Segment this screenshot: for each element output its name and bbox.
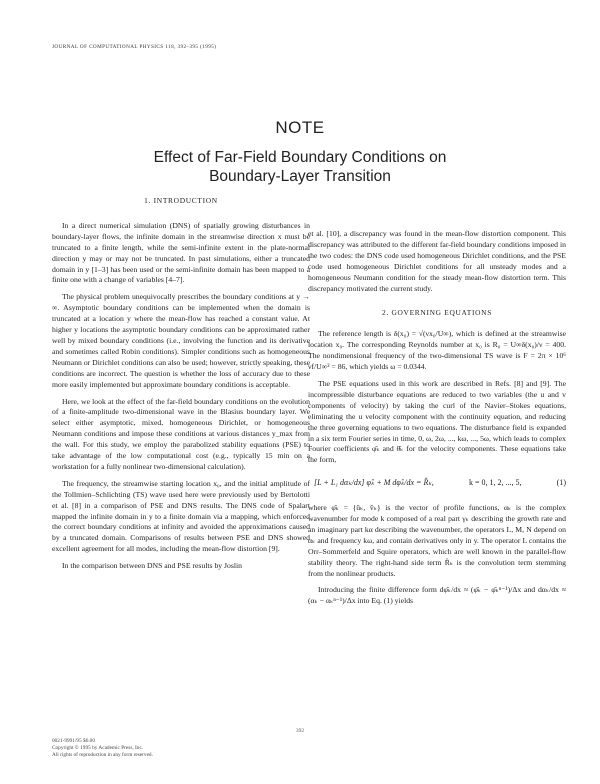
paragraph: where φ̂ₖ = {ûₖ, v̂ₖ} is the vector of profile functions, αₖ is the complex wavenumber for mode k composed of a real part γₖ describing the growth rate and an imaginary part kα describing the wavenumber, the operators L, M, N depend on αₖ and frequency kω, and contain derivatives only in y. The operator L contains the Orr–Sommerfeld and Squire operators, which are well known in the parallel-flow stability theory. The right-hand side term R̂ₖ is the convolution term stemming from the nonlinear products. [308, 503, 566, 578]
equation-number: (1) [556, 478, 566, 488]
paragraph: In a direct numerical simulation (DNS) of spatially growing disturbances in boundary-layer flows, the infinite domain in the streamwise direction x must be truncated to a finite length, while the semi-infinite extent in the plate-normal direction y may or may not be truncated. In past simulations, either a truncated domain in y [1–3] has been used or the semi-infinite domain has been mapped to a finite one with a change of variables [4–7]. [52, 220, 310, 285]
copyright-footer [52, 738, 153, 760]
footer-line: 0021-9991/95 $6.00 [52, 738, 95, 744]
paragraph: The reference length is δ(x₀) = √(νx₀/U∞), which is defined at the streamwise location x₀. The corresponding Reynolds number at x₀ is R₀ = U∞δ(x₀)/ν = 400. The nondimensional frequency of the two-dimensional TS wave is F = 2π × 10⁶ νf/U∞² = 86, which yields ω = 0.0344. [308, 329, 566, 372]
paragraph: The PSE equations used in this work are described in Refs. [8] and [9]. The incompressible disturbance equations are reduced to two variables (the u and v components of velocity) by taking the curl of the Navier–Stokes equations, eliminating the u velocity component with the continuity equation, and reducing the three governing equations to two equations. The disturbance field is expanded in a six term Fourier series in time, 0, ω, 2ω, ..., kω, ..., 5ω, which leads to complex Fourier coefficients φ̂ₖ and θ̂ₖ for the velocity components. These equations take the form, [308, 378, 566, 465]
paragraph: In the comparison between DNS and PSE results by Joslin [62, 561, 242, 571]
title-line-1: Effect of Far-Field Boundary Conditions on [153, 149, 447, 166]
section-heading-governing-equations: 2. GOVERNING EQUATIONS [381, 308, 493, 318]
equation-1 [308, 478, 566, 489]
journal-header: JOURNAL OF COMPUTATIONAL PHYSICS 118, 392–395 (1995) [52, 44, 217, 50]
paragraph: The frequency, the streamwise starting location x₀, and the initial amplitude of the Tollmien–Schlichting (TS) wave used here were previously used by Bertolotti et al. [8] in a comparison of PSE and DNS results. The DNS code of Spalart mapped the infinite domain in y to a finite domain via a mapping, which enforced the correct boundary conditions at infinity and avoided the approximations caused by a truncated domain. Comparisons of results between PSE and DNS showed excellent agreement for all modes, including the mean-flow distortion [9]. [52, 478, 310, 554]
right-column [308, 229, 566, 613]
left-column [52, 196, 310, 578]
paragraph-continuation: et al. [10], a discrepancy was found in the mean-flow distortion component. This discrepancy was attributed to the different far-field boundary conditions imposed in the two codes: the DNS code used homogeneous Dirichlet conditions, and the PSE code used homogeneous Dirichlet conditions for all unsteady modes and a homogeneous Neumann condition for the steady mean-flow distortion term. This discrepancy motivated the current study. [308, 229, 566, 293]
page-number: 392 [295, 728, 305, 734]
section-heading-introduction: 1. INTRODUCTION [144, 196, 218, 205]
paper-title [60, 148, 540, 186]
equation-expression: [L + L₁ dαₖ/dx] φ̂ₖ + M dφ̂ₖ/dx = R̂ₖ, [314, 478, 434, 488]
paragraph: Introducing the finite difference form dφ̂ₖ/dx ≈ (φ̂ₖ − φ̂ₖⁿ⁻¹)/Δx and dαₖ/dx ≈ (αₖ − αₖⁿ⁻¹)/Δx into Eq. (1) yields [308, 585, 566, 606]
note-label: NOTE [275, 118, 325, 137]
title-line-2: Boundary-Layer Transition [209, 168, 391, 185]
paragraph: Here, we look at the effect of the far-field boundary conditions on the evolution of a finite-amplitude two-dimensional wave in the Blasius boundary layer. We select either asymptotic, mixed, homogeneous Dirichlet, or homogeneous Neumann conditions and impose these conditions at various distances y_max from the wall. For this study, we employ the parabolized stability equations (PSE) to take advantage of the low computational cost (e.g., typically 15 min on a workstation for a fully nonlinear two-dimensional calculation). [52, 396, 310, 471]
footer-line: Copyright © 1995 by Academic Press, Inc. [52, 745, 144, 752]
paragraph: The physical problem unequivocally prescribes the boundary conditions at y → ∞. Asymptotic boundary conditions can be implemented when the domain is truncated at a location y where the mean-flow has reached a constant value. At higher y locations the asymptotic boundary conditions can be approximated rather well by mixed boundary conditions (i.e., involving the function and its derivative and sometimes called Robin conditions). Simpler conditions such as homogeneous Neumann or Dirichlet conditions can also be used; however, strictly speaking, these conditions are incorrect. The question is whether the loss of accuracy due to these more easily implemented but approximate boundary conditions is acceptable. [52, 292, 310, 389]
equation-range: k = 0, 1, 2, ..., 5, [468, 478, 522, 488]
footer-line: All rights of reproduction in any form reserved. [52, 752, 153, 759]
